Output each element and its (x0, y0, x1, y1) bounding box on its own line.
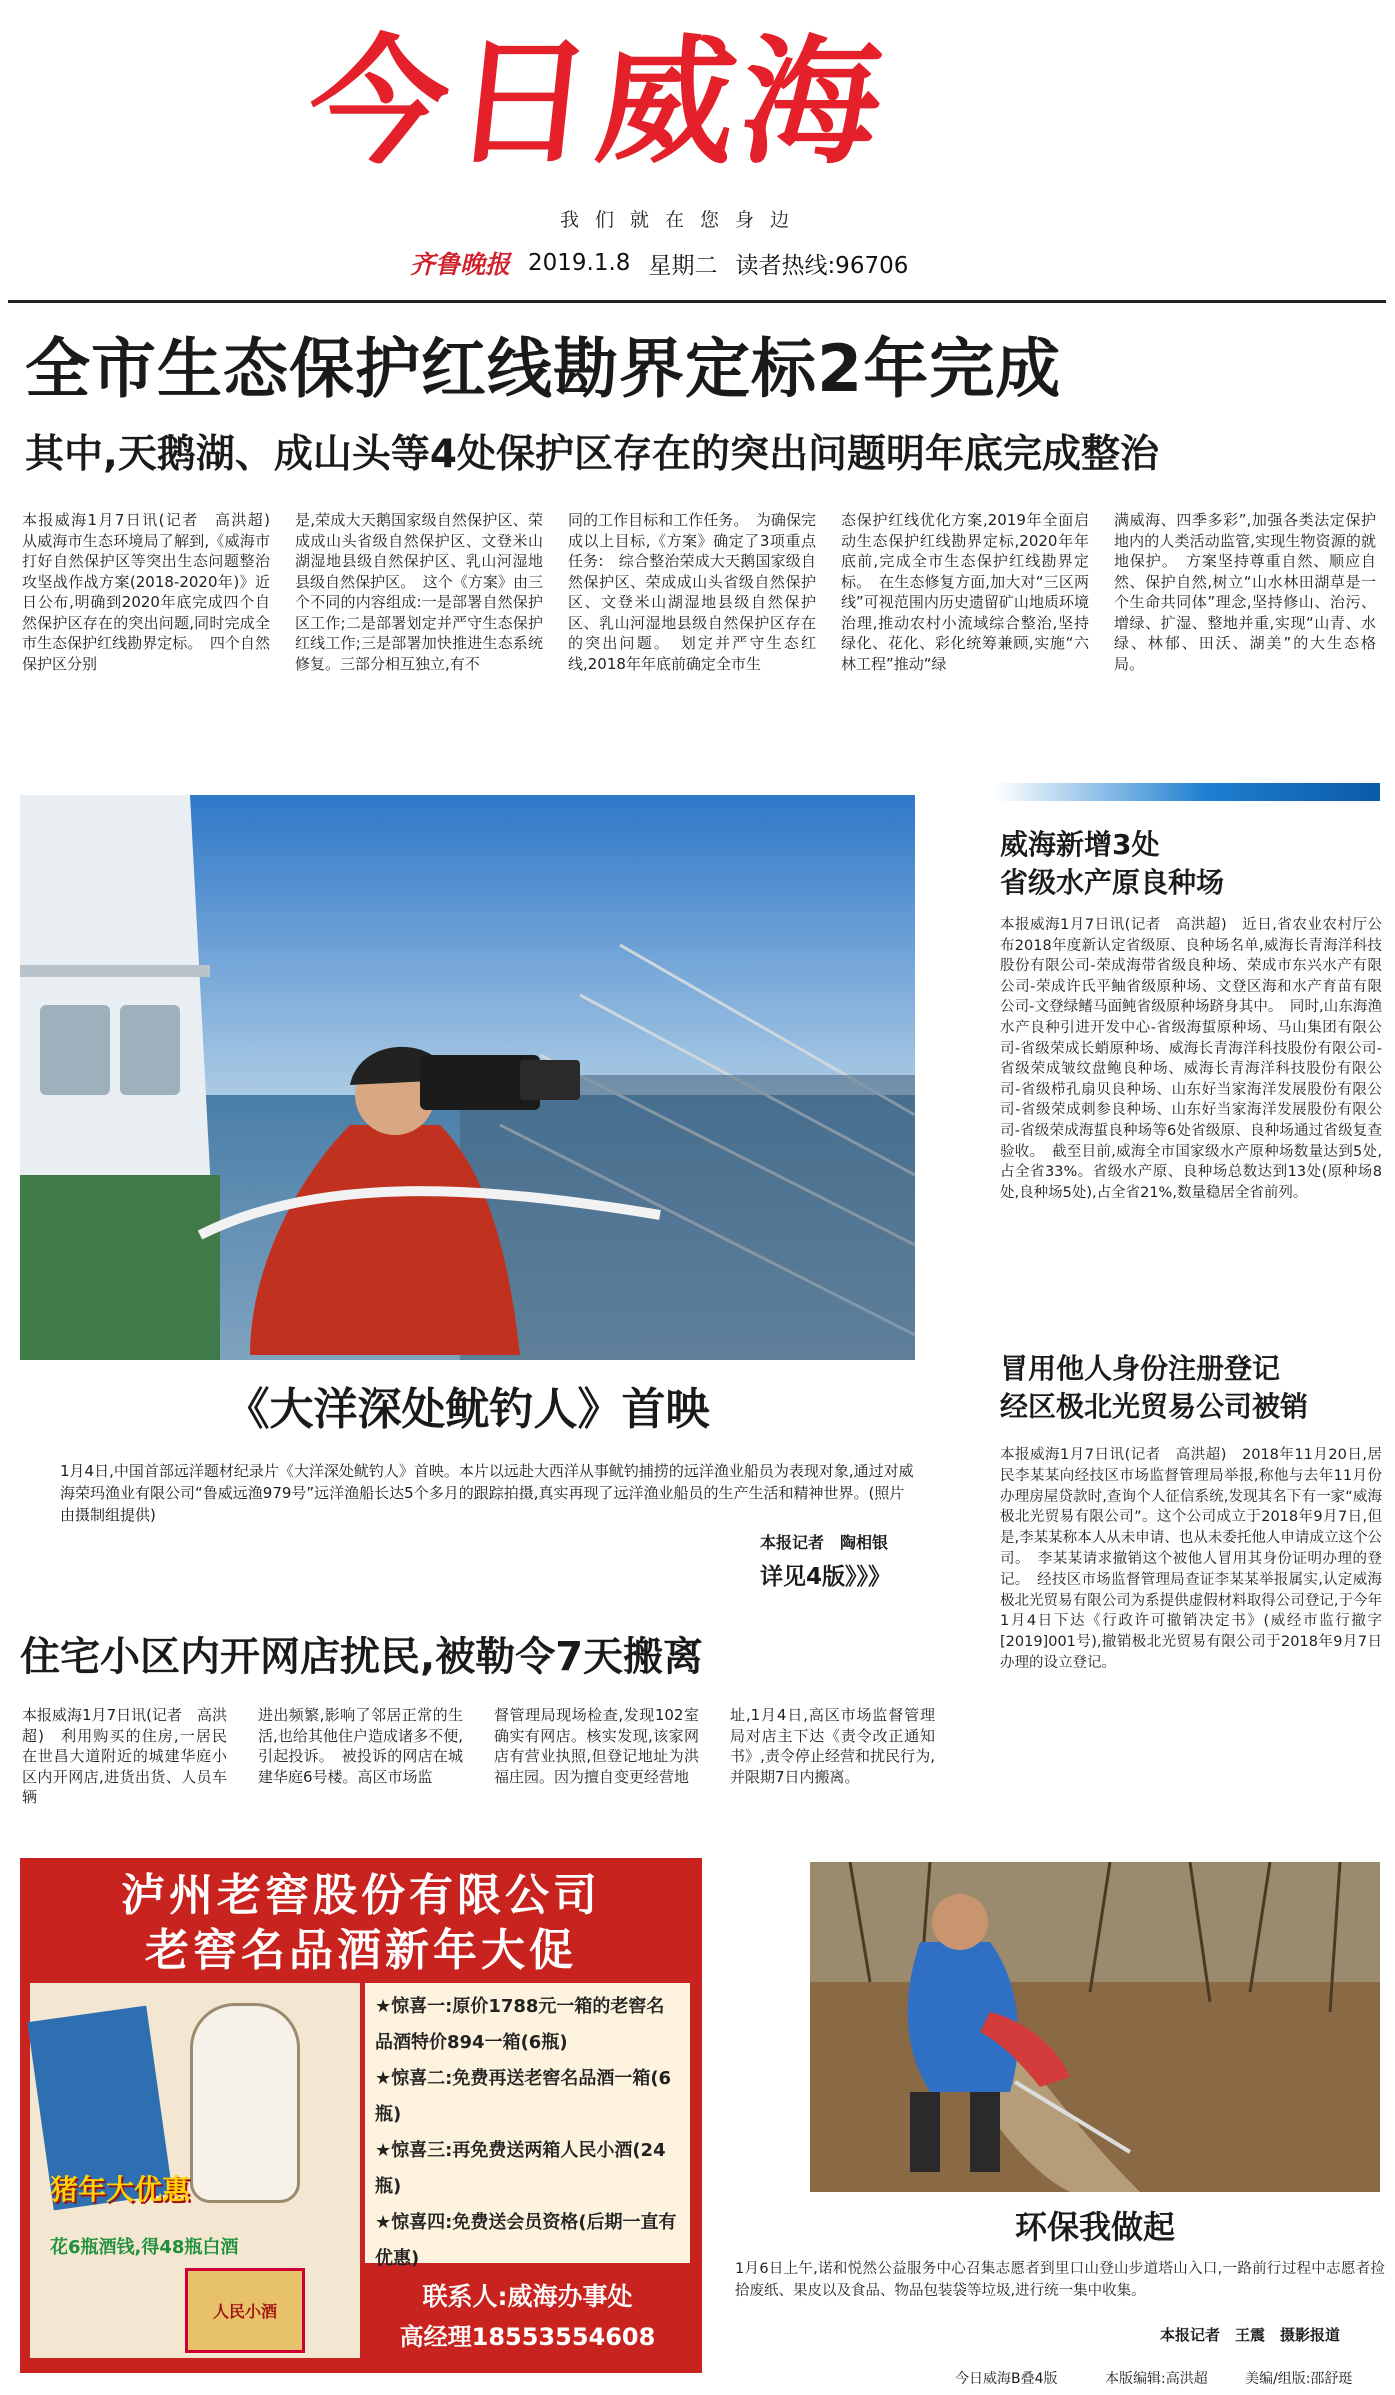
reader-hotline: 读者热线:96706 (735, 252, 909, 279)
side2-body: 本报威海1月7日讯(记者 高洪超) 2018年11月20日,居民李某某向经技区市场监督管理局举报,称他与去年11月份办理房屋贷款时,查询个人征信系统,发现其名下有一家“威海极北光贸易有限公司”。这个公司成立于2018年9月7日,但是,李某某称本人从未申请、也从未委托他人申请成立这个公司。 李某某请求撤销这个被他人冒用其身份证明办理的登记。 经技区市场监督管理局查证李某某举报属实,认定威海极北光贸易有限公司为系提供虚假材料取得公司登记,于今年1月4日下达《行政许可撤销决定书》(威经市监行撤字[2019]001号),撤销极北光贸易有限公司于2018年9月7日办理的设立登记。 (1000, 1447, 1382, 1671)
side1-body: 本报威海1月7日讯(记者 高洪超) 近日,省农业农村厅公布2018年度新认定省级原、良种场名单,威海长青海洋科技股份有限公司-荣成海带省级良种场、荣成市东兴水产有限公司-荣成许氏平鲉省级原种场、文登区海和水产育苗有限公司-文登绿鳍马面鲀省级原种场跻身其中。 同时,山东海渔水产良种引进开发中心-省级海蜇原种场、马山集团有限公司-省级荣成长蛸原种场、威海长青海洋科技股份有限公司-省级荣成皱纹盘鲍良种场、威海长青海洋科技股份有限公司-省级栉孔扇贝良种场、山东好当家海洋发展股份有限公司-省级荣成刺参良种场、山东好当家海洋发展股份有限公司-省级荣成海蜇良种场等6处省级原、良种场通过省级复查验收。 截至目前,威海全市国家级水产原种场数量达到5处,占全省33%。省级水产原、良种场总数达到13处(原种场8处,良种场5处),占全省21%,数量稳居全省前列。 (1000, 917, 1382, 1201)
housing-col-1: 本报威海1月7日讯(记者 高洪超) 利用购买的住房,一居民在世昌大道附近的城建华庭小区内开网店,进货出货、人员车辆 (22, 1706, 227, 1806)
footer-page: 今日威海B叠4版 (955, 2371, 1058, 2387)
ad-surprise-3: ★惊喜三:再免费送两箱人民小酒(24瓶) (375, 2140, 666, 2197)
footer-editor: 本版编辑:高洪超 (1105, 2371, 1208, 2387)
photo-story-title: 《大洋深处鱿钓人》首映 (225, 1384, 710, 1435)
ad-title-line1: 泸州老窖股份有限公司 (121, 1870, 601, 1921)
ad-surprise-2: ★惊喜二:免费再送老窖名品酒一箱(6瓶) (375, 2068, 672, 2125)
lead-col-2: 是,荣成大天鹅国家级自然保护区、荣成成山头省级自然保护区、文登米山湖湿地县级自然保护区、乳山河湿地县级自然保护区。 这个《方案》由三个不同的内容组成:一是部署自然保护区工作;二是部署划定并严守生态保护红线工作;三是部署加快推进生态系统修复。三部分相互独立,有不 (295, 511, 543, 673)
lead-headline: 全市生态保护红线勘界定标2年完成 (25, 332, 1062, 407)
ad-contact: 联系人:威海办事处 (422, 2282, 633, 2311)
ad-promo-subtext: 花6瓶酒钱,得48瓶白酒 (50, 2237, 239, 2258)
lead-col-5: 满威海、四季多彩”,加强各类法定保护地内的人类活动监管,实现生物资源的就地保护。 方案坚持尊重自然、顺应自然、保护自然,树立“山水林田湖草是一个生命共同体”理念,坚持修山、治污、增绿、扩湿、整地并重,实现“山青、水绿、林郁、田沃、湖美”的大生态格局。 (1114, 511, 1376, 673)
photo-story-caption: 1月4日,中国首部远洋题材纪录片《大洋深处鱿钓人》首映。本片以远赴大西洋从事鱿钓捕捞的远洋渔业船员为表现对象,通过对威海荣玛渔业有限公司“鲁威远渔979号”远洋渔船长达5个多月的跟踪拍摄,真实再现了远洋渔业船员的生产生活和精神世界。(照片由摄制组提供) (60, 1462, 914, 1524)
housing-col-4: 址,1月4日,高区市场监督管理局对店主下达《责令改正通知书》,责令停止经营和扰民行为,并限期7日内搬离。 (730, 1706, 935, 1786)
volunteer-photo (810, 1862, 1380, 2192)
ad-title (20, 1868, 702, 1978)
side2-title-line2: 经区极北光贸易公司被销 (1000, 1390, 1309, 1423)
small-liquor-label: 人民小酒 (212, 2302, 277, 2321)
side2-title-line1: 冒用他人身份注册登记 (1000, 1352, 1281, 1385)
lead-col-3: 同的工作目标和工作任务。 为确保完成以上目标,《方案》确定了3项重点任务: 综合整治荣成大天鹅国家级自然保护区、荣成成山头省级自然保护区、文登米山湖湿地县级自然保护区、乳山河湿地县级自然保护区存在的突出问题。 划定并严守生态红线,2018年年底前确定全市生 (568, 511, 816, 673)
ad-offer-panel (365, 1983, 690, 2269)
eco-title: 环保我做起 (1014, 2208, 1175, 2246)
ad-surprise-1: ★惊喜一:原价1788元一箱的老窖名品酒特价894一箱(6瓶) (375, 1996, 665, 2053)
section-accent-bar (995, 783, 1380, 801)
issue-date: 2019.1.8 (528, 250, 631, 276)
photo-story-author: 本报记者 陶相银 (760, 1533, 889, 1552)
ad-promo-text: 猪年大优惠 (50, 2173, 191, 2206)
dateline (410, 245, 1010, 281)
masthead (0, 0, 1395, 300)
ad-product-panel (30, 1983, 360, 2358)
housing-col-3: 督管理局现场检查,发现102室确实有网店。核实发现,该家网店有营业执照,但登记地址为洪福庄园。因为擅自变更经营地 (494, 1706, 699, 1786)
small-liquor-box (185, 2268, 305, 2353)
eco-author: 本报记者 王震 摄影报道 (1160, 2326, 1341, 2344)
side1-title-line2: 省级水产原良种场 (1000, 866, 1225, 899)
fishing-photo (20, 795, 915, 1360)
liquor-advertisement (20, 1858, 702, 2373)
masthead-slogan: 我们就在您身边 (560, 209, 806, 231)
footer-design: 美编/组版:邵舒珽 (1245, 2371, 1353, 2387)
eco-caption: 1月6日上午,诺和悦然公益服务中心召集志愿者到里口山登山步道塔山入口,一路前行过程中志愿者捡拾废纸、果皮以及食品、物品包装袋等垃圾,进行统一集中收集。 (735, 2261, 1385, 2299)
lead-col-4: 态保护红线优化方案,2019年全面启动生态保护红线勘界定标,2020年年底前,完成全市生态保护红线勘界定标。 在生态修复方面,加大对“三区两线”可视范围内历史遗留矿山地质环境治理,推动农村小流域综合整治,坚持绿化、花化、彩化统筹兼顾,实施“六林工程”推动“绿 (841, 511, 1089, 673)
lead-col-1: 本报威海1月7日讯(记者 高洪超) 从威海市生态环境局了解到,《威海市打好自然保护区等突出生态问题整治攻坚战作战方案(2018-2020年)》近日公布,明确到2020年底完成四个自然保护区存在的突出问题,同时完成全市生态保护红线勘界定标。 四个自然保护区分别 (22, 511, 286, 673)
masthead-divider (8, 300, 1386, 303)
housing-col-2: 进出频繁,影响了邻居正常的生活,也给其他住户造成诸多不便,引起投诉。 被投诉的网店在城建华庭6号楼。高区市场监 (258, 1706, 463, 1786)
housing-headline: 住宅小区内开网店扰民,被勒令7天搬离 (20, 1634, 704, 1680)
masthead-logo: 今日威海 (301, 22, 895, 183)
ad-phone: 高经理18553554608 (399, 2323, 656, 2351)
lead-subheadline: 其中,天鹅湖、成山头等4处保护区存在的突出问题明年底完成整治 (25, 432, 1159, 477)
see-more-link[interactable]: 详见4版》》》 (760, 1564, 892, 1590)
ad-title-line2: 老窖名品酒新年大促 (145, 1925, 577, 1976)
ad-surprise-4: ★惊喜四:免费送会员资格(后期一直有优惠) (375, 2212, 677, 2269)
issue-weekday: 星期二 (648, 252, 718, 279)
paper-name: 齐鲁晚报 (410, 250, 511, 279)
side1-title-line1: 威海新增3处 (1000, 828, 1160, 861)
